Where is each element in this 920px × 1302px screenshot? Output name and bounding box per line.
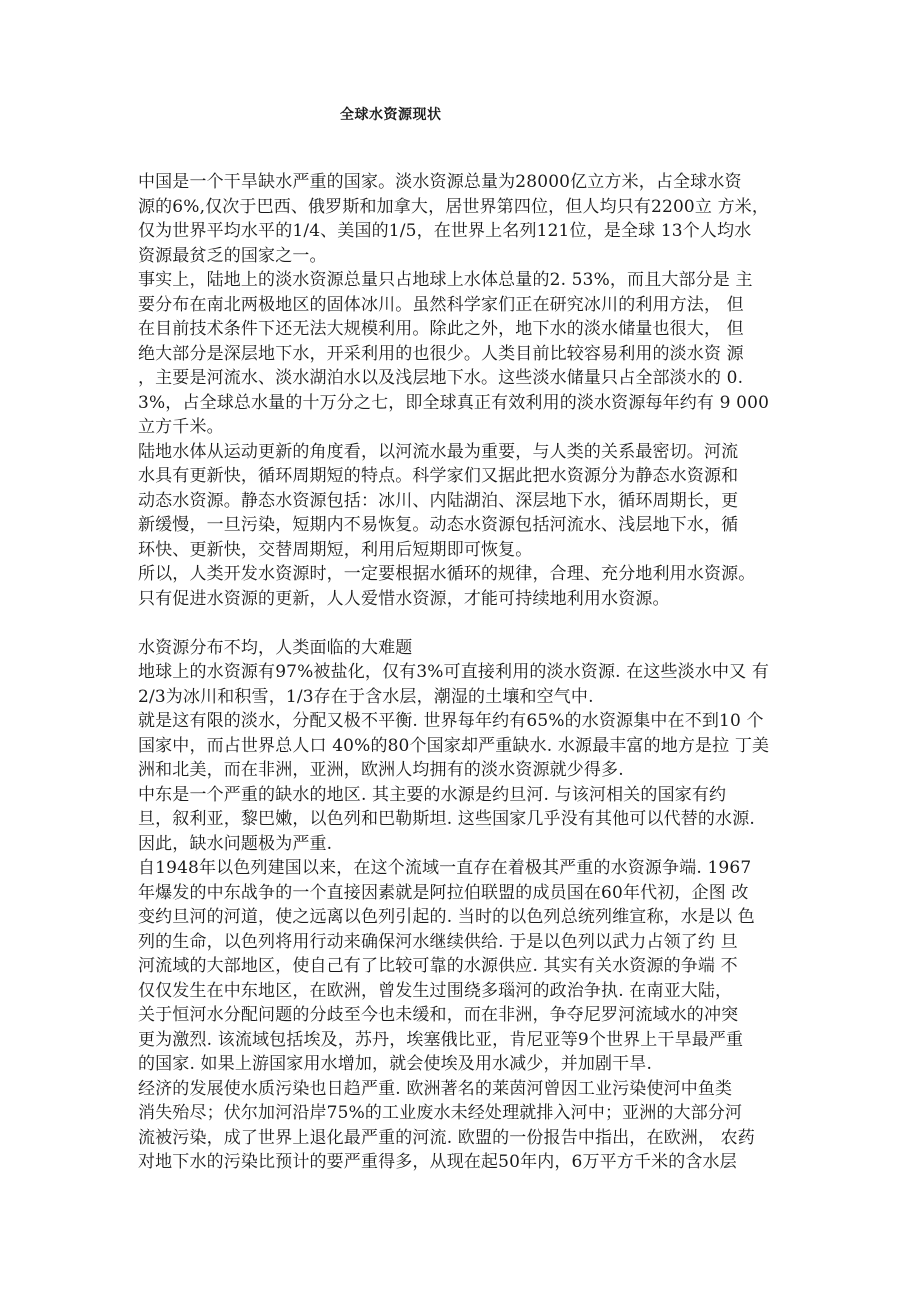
text-line: 仅仅发生在中东地区，在欧洲，曾发生过围绕多瑙河的政治争执. 在南亚大陆， [138,980,733,1001]
paragraph-salinized-water [138,660,794,709]
text-line: 对地下水的污染比预计的要严重得多，从现在起50年内，6万平方千米的含水层 [138,1152,737,1172]
text-line: 经济的发展使水质污染也日趋严重. 欧洲著名的莱茵河曾因工业污染使河中鱼类 [138,1078,733,1099]
text-line: 国家中，而占世界总人口 40%的80个国家却严重缺水. 水源最丰富的地方是拉 丁美 [138,735,770,756]
text-line: 环快、更新快，交替周期短，利用后短期即可恢复。 [138,539,533,560]
text-line: 绝大部分是深层地下水，开采利用的也很少。人类目前比较容易利用的淡水资 源 [138,343,744,364]
section-heading: 水资源分布不均，人类面临的大难题 [138,637,413,658]
text-line: 源的6%,仅次于巴西、俄罗斯和加拿大，居世界第四位，但人均只有2200立 方米， [138,196,770,217]
text-line: 更为激烈. 该流域包括埃及，苏丹，埃塞俄比亚，肯尼亚等9个世界上干旱最严重 [138,1029,744,1050]
text-line: 所以，人类开发水资源时，一定要根据水循环的规律，合理、充分地利用水资源。 [138,564,756,584]
text-line: 事实上，陆地上的淡水资源总量只占地球上水体总量的2. 53%，而且大部分是 主 [138,270,753,290]
paragraph-static-dynamic-water [138,440,794,563]
paragraph-china-water-shortage [138,170,794,268]
text-line: 流被污染，成了世界上退化最严重的河流. 欧盟的一份报告中指出，在欧洲， 农药 [138,1127,755,1148]
text-line: 要分布在南北两极地区的固体冰川。虽然科学家们正在研究冰川的利用方法， 但 [138,294,744,315]
paragraph-middle-east [138,783,794,857]
text-line: 动态水资源。静态水资源包括：冰川、内陆湖泊、深层地下水，循环周期长，更 [138,490,739,511]
text-line: 年爆发的中东战争的一个直接因素就是阿拉伯联盟的成员国在60年代初，企图 改 [138,882,749,903]
text-line: 中国是一个干旱缺水严重的国家。淡水资源总量为28000亿立方米，占全球水资 [138,172,742,192]
text-line: 关于恒河水分配问题的分歧至今也未缓和，而在非洲，争夺尼罗河流域水的冲突 [138,1005,739,1025]
text-line: 变约旦河的河道，使之远离以色列引起的. 当时的以色列总统列维宣称，水是以 色 [138,907,755,927]
text-line: 消失殆尽；伏尔加河沿岸75%的工业废水未经处理就排入河中；亚洲的大部分河 [138,1103,743,1123]
text-line: 水具有更新快，循环周期短的特点。科学家们又据此把水资源分为静态水资源和 [138,466,739,486]
text-line: 的国家. 如果上游国家用水增加，就会使埃及用水减少，并加剧干旱. [138,1054,653,1074]
paragraph-uneven-distribution [138,709,794,783]
blank-line [138,611,794,636]
text-line: 因此，缺水问题极为严重. [138,833,333,854]
text-line: ，主要是河流水、淡水湖泊水以及浅层地下水。这些淡水储量只占全部淡水的 0. [138,368,744,388]
text-line: 立方千米。 [138,417,224,437]
text-line: 中东是一个严重的缺水的地区. 其主要的水源是约旦河. 与该河相关的国家有约 [138,784,727,805]
text-line: 旦，叙利亚，黎巴嫩，以色列和巴勒斯坦. 这些国家几乎没有其他可以代替的水源. [138,809,755,829]
text-line: 新缓慢，一旦污染，短期内不易恢复。动态水资源包括河流水、浅层地下水，循 [138,515,739,535]
paragraph-water-pollution [138,1077,794,1175]
text-line: 河流域的大部地区，使自己有了比较可靠的水源供应. 其实有关水资源的争端 不 [138,956,738,976]
document-body [138,170,794,1175]
text-line: 就是这有限的淡水，分配又极不平衡. 世界每年约有65%的水资源集中在不到10 个 [138,711,764,731]
text-line: 列的生命，以色列将用行动来确保河水继续供给. 于是以色列以武力占领了约 旦 [138,931,738,952]
text-line: 洲和北美，而在非洲，亚洲，欧洲人均拥有的淡水资源就少得多. [138,760,624,780]
text-line: 自1948年以色列建国以来，在这个流域一直存在着极其严重的水资源争端. 1967 [138,858,752,878]
paragraph-sustainable-use [138,562,794,611]
text-line: 地球上的水资源有97%被盐化，仅有3%可直接利用的淡水资源. 在这些淡水中又 有 [138,662,769,682]
text-line: 在目前技术条件下还无法大规模利用。除此之外，地下水的淡水储量也很大， 但 [138,319,744,339]
paragraph-water-disputes [138,856,794,1077]
text-line: 3%，占全球总水量的十万分之七，即全球真正有效利用的淡水资源每年约有 9 000 [138,392,770,413]
text-line: 资源最贫乏的国家之一。 [138,245,327,266]
text-line: 陆地水体从运动更新的角度看，以河流水最为重要，与人类的关系最密切。河流 [138,441,739,462]
page-title: 全球水资源现状 [340,107,442,123]
paragraph-freshwater-distribution [138,268,794,440]
text-line: 仅为世界平均水平的1/4、美国的1/5，在世界上名列121位，是全球 13个人均水 [138,221,752,241]
text-line: 2/3为冰川和积雪，1/3存在于含水层，潮湿的土壤和空气中. [138,686,594,707]
text-line: 只有促进水资源的更新，人人爱惜水资源，才能可持续地利用水资源。 [138,588,670,609]
